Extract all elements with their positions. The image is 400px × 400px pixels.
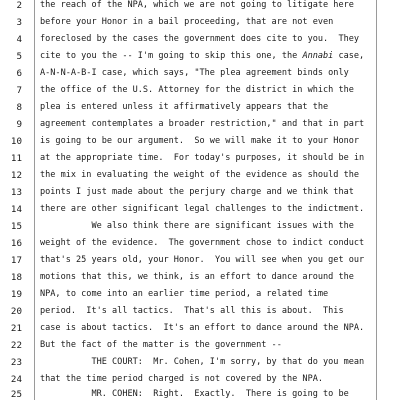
transcript-line: [0, 167, 400, 184]
line-number: 10: [10, 136, 22, 147]
transcript-line: [0, 386, 400, 400]
line-number: 18: [10, 272, 22, 283]
line-text: case is about tactics. It's an effort to dance around the NPA.: [40, 323, 365, 333]
line-number: 2: [16, 0, 22, 11]
line-number: 5: [16, 51, 22, 62]
line-text: weight of the evidence. The government chose to indict conduct: [40, 238, 365, 248]
line-number: 17: [10, 255, 22, 266]
line-number: 20: [10, 306, 22, 317]
line-text: motions that this, we think, is an effort to dance around the: [40, 272, 354, 282]
transcript-line: [0, 337, 400, 354]
transcript-line: [0, 31, 400, 48]
line-number: 14: [10, 204, 22, 215]
line-number: 21: [10, 323, 22, 334]
transcript-line: [0, 116, 400, 133]
line-number: 23: [10, 357, 22, 368]
line-number: 15: [10, 221, 22, 232]
line-text: there are other significant legal challenges to the indictment.: [40, 204, 365, 214]
line-text: plea is entered unless it affirmatively appears that the: [40, 102, 329, 112]
transcript-line: [0, 269, 400, 286]
line-text: that's 25 years old, your Honor. You will see when you get our: [40, 255, 365, 265]
line-text: the mix in evaluating the weight of the evidence as should the: [40, 170, 360, 180]
case-name: Annabi: [302, 51, 334, 61]
transcript-line: [0, 303, 400, 320]
transcript-line: [0, 82, 400, 99]
transcript-line: [0, 218, 400, 235]
transcript-line: [0, 354, 400, 371]
transcript-line: [0, 286, 400, 303]
line-text: points I just made about the perjury charge and we think that: [40, 187, 354, 197]
line-number: 6: [16, 68, 22, 79]
line-number: 12: [10, 170, 22, 181]
line-text: foreclosed by the cases the government does cite to you. They: [40, 34, 360, 44]
line-number: 22: [10, 340, 22, 351]
line-text: NPA, to come into an earlier time period, a related time: [40, 289, 329, 299]
line-number: 11: [10, 153, 22, 164]
transcript-line: [0, 14, 400, 31]
line-text: is going to be our argument. So we will make it to your Honor: [40, 136, 360, 146]
line-number: 25: [10, 389, 22, 400]
transcript-line: [0, 150, 400, 167]
line-text: that the time period charged is not covered by the NPA.: [40, 374, 324, 384]
line-number: 3: [16, 17, 22, 28]
line-number: 4: [16, 34, 22, 45]
line-number: 8: [16, 102, 22, 113]
line-text: before your Honor in a bail proceeding, that are not even: [40, 17, 334, 27]
transcript-line: [0, 65, 400, 82]
line-number: 7: [16, 85, 22, 96]
line-text: the reach of the NPA, which we are not going to litigate here: [40, 0, 354, 10]
transcript-line: [0, 201, 400, 218]
transcript-line: [0, 99, 400, 116]
line-text: We also think there are significant issues with the: [40, 221, 354, 231]
transcript-line: [0, 320, 400, 337]
line-text: at the appropriate time. For today's purposes, it should be in: [40, 153, 365, 163]
line-number: 13: [10, 187, 22, 198]
line-number: 24: [10, 374, 22, 385]
line-text: period. It's all tactics. That's all this is about. This: [40, 306, 344, 316]
line-text: THE COURT: Mr. Cohen, I'm sorry, by that do you mean: [40, 357, 365, 367]
line-text: agreement contemplates a broader restriction," and that in part: [40, 119, 365, 129]
line-text: A-N-N-A-B-I case, which says, "The plea agreement binds only: [40, 68, 349, 78]
transcript-line: [0, 184, 400, 201]
line-number: 19: [10, 289, 22, 300]
line-number: 9: [16, 119, 22, 130]
transcript-line: [0, 0, 400, 14]
transcript-line: [0, 252, 400, 269]
transcript-line: [0, 235, 400, 252]
line-text: the office of the U.S. Attorney for the district in which the: [40, 85, 354, 95]
line-text: cite to you the -- I'm going to skip this one, the Annabi case,: [40, 51, 365, 61]
line-text: MR. COHEN: Right. Exactly. There is going to be: [40, 389, 349, 399]
line-text: But the fact of the matter is the government --: [40, 340, 282, 350]
transcript-line: [0, 48, 400, 65]
line-number: 16: [10, 238, 22, 249]
transcript-line: [0, 133, 400, 150]
